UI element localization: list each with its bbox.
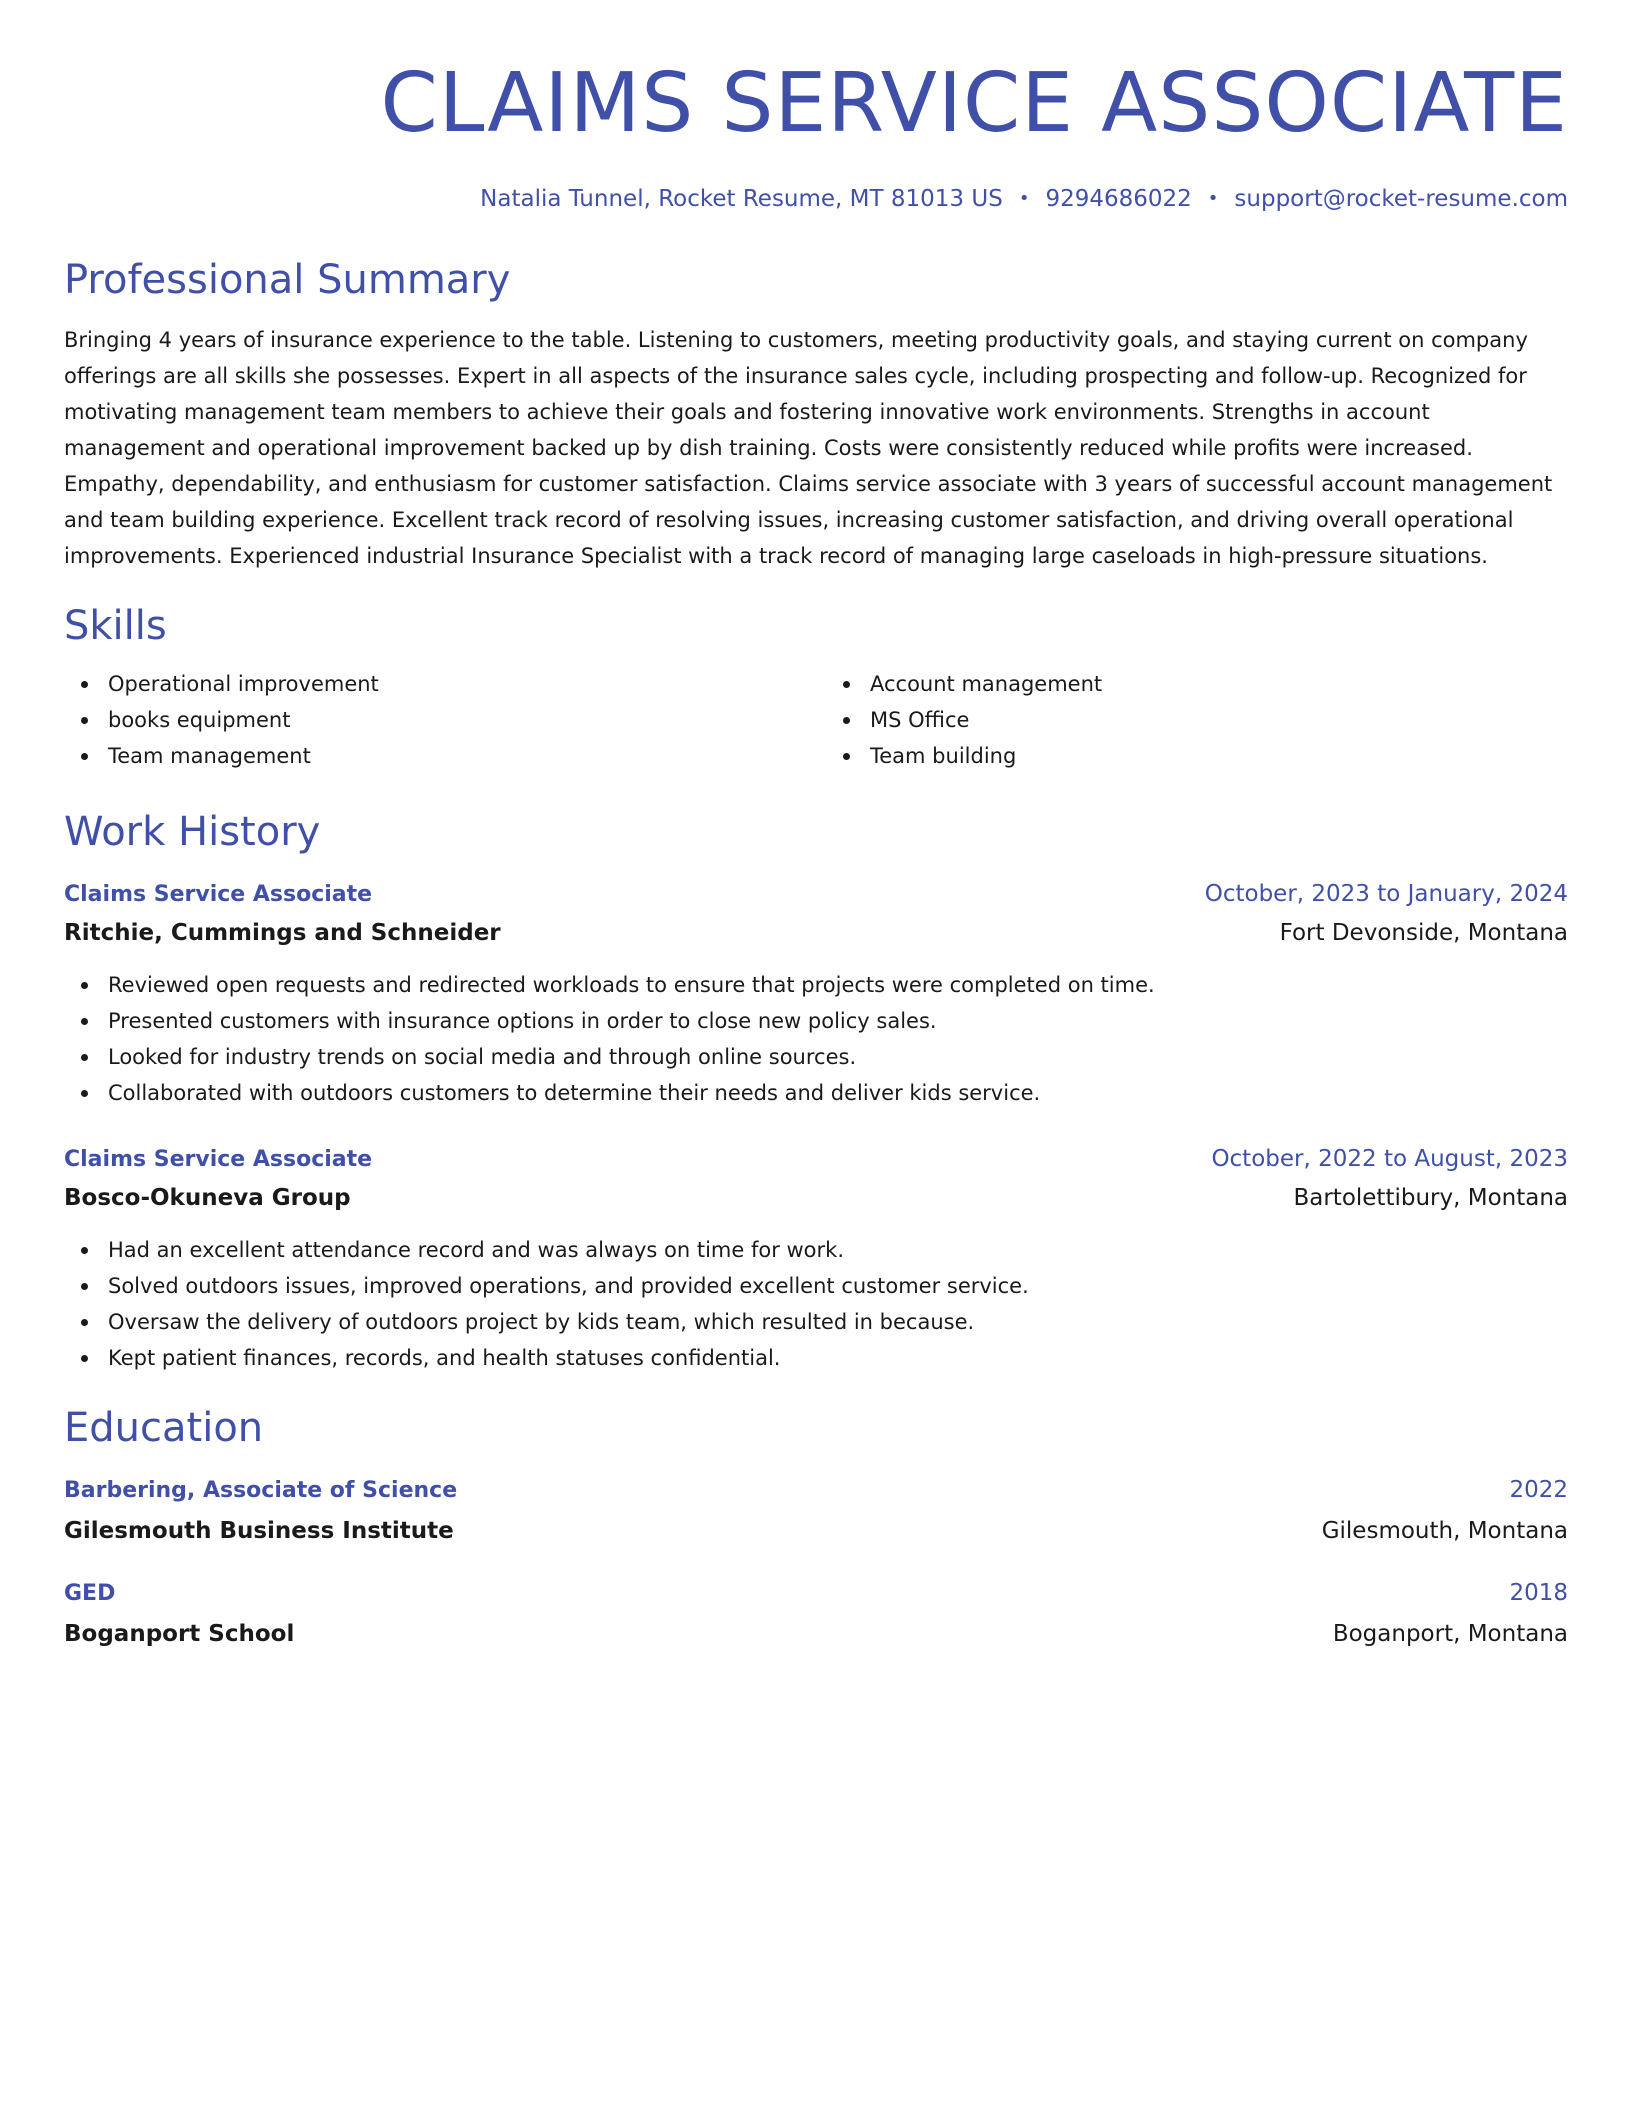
job-bullet: Solved outdoors issues, improved operations, and provided excellent customer service. (64, 1268, 1568, 1304)
education-school: Gilesmouth Business Institute (64, 1518, 454, 1544)
job-title: Claims Service Associate (64, 882, 373, 907)
education-entry (64, 1474, 1568, 1547)
skills-column-right (826, 666, 1568, 774)
resume-title: CLAIMS SERVICE ASSOCIATE (380, 56, 1568, 151)
contact-phone: 9294686022 (1045, 186, 1192, 212)
job-bullet: Looked for industry trends on social media and through online sources. (64, 1039, 1568, 1075)
job-title: Claims Service Associate (64, 1147, 373, 1172)
skills-column-left (64, 666, 806, 774)
contact-address: Natalia Tunnel, Rocket Resume, MT 81013 US (480, 186, 1003, 212)
job-location: Bartolettibury, Montana (1293, 1185, 1568, 1211)
job-company-row (64, 1182, 1568, 1214)
job-entry (64, 1143, 1568, 1376)
job-location: Fort Devonside, Montana (1279, 920, 1568, 946)
resume-page (64, 0, 1568, 1650)
education-location: Boganport, Montana (1332, 1621, 1568, 1647)
job-bullet: Collaborated with outdoors customers to determine their needs and deliver kids service. (64, 1075, 1568, 1111)
skills-list (64, 666, 1568, 774)
education-header-row (64, 1577, 1568, 1610)
skill-item: Team management (64, 738, 806, 774)
work-history-heading: Work History (64, 809, 321, 855)
education-header-row (64, 1474, 1568, 1507)
education-entry (64, 1577, 1568, 1650)
education-school: Boganport School (64, 1621, 295, 1647)
skill-item: Account management (826, 666, 1568, 702)
contact-separator: • (1018, 188, 1030, 209)
skill-item: Operational improvement (64, 666, 806, 702)
contact-separator: • (1207, 188, 1219, 209)
job-bullet: Kept patient finances, records, and health statuses confidential. (64, 1340, 1568, 1376)
job-bullets (64, 1232, 1568, 1376)
job-header-row (64, 878, 1568, 911)
job-header-row (64, 1143, 1568, 1176)
education-degree: GED (64, 1581, 116, 1606)
job-bullet: Had an excellent attendance record and was always on time for work. (64, 1232, 1568, 1268)
education-school-row (64, 1515, 1568, 1547)
job-company-row (64, 917, 1568, 949)
skills-heading: Skills (64, 603, 167, 649)
job-dates: October, 2022 to August, 2023 (1211, 1146, 1568, 1172)
job-company: Bosco-Okuneva Group (64, 1185, 351, 1211)
job-bullet: Presented customers with insurance options in order to close new policy sales. (64, 1003, 1568, 1039)
education-degree: Barbering, Associate of Science (64, 1478, 458, 1503)
education-year: 2018 (1509, 1580, 1568, 1606)
job-bullet: Reviewed open requests and redirected workloads to ensure that projects were completed on time. (64, 967, 1568, 1003)
education-location: Gilesmouth, Montana (1321, 1518, 1568, 1544)
skill-item: books equipment (64, 702, 806, 738)
job-company: Ritchie, Cummings and Schneider (64, 920, 501, 946)
education-school-row (64, 1618, 1568, 1650)
education-year: 2022 (1509, 1477, 1568, 1503)
summary-heading: Professional Summary (64, 257, 511, 303)
contact-email: support@rocket-resume.com (1234, 186, 1568, 212)
job-bullets (64, 967, 1568, 1111)
job-dates: October, 2023 to January, 2024 (1204, 881, 1568, 907)
summary-text: Bringing 4 years of insurance experience to the table. Listening to customers, meeting productivity goals, and staying current on company offerings are all skills she possesses. Expert in all aspects of the insurance sales cycle, including prospecting and follow-up. Recognized for motivating management team members to achieve their goals and fostering innovative work environments. Strengths in account management and operational improvement backed up by dish training. Costs were consistently reduced while profits were increased. Empathy, dependability, and enthusiasm for customer satisfaction. Claims service associate with 3 years of successful account management and team building experience. Excellent track record of resolving issues, increasing customer satisfaction, and driving overall operational improvements. Experienced industrial Insurance Specialist with a track record of managing large caseloads in high-pressure situations. (64, 328, 1553, 568)
skill-item: Team building (826, 738, 1568, 774)
job-entry (64, 878, 1568, 1111)
job-bullet: Oversaw the delivery of outdoors project by kids team, which resulted in because. (64, 1304, 1568, 1340)
skill-item: MS Office (826, 702, 1568, 738)
contact-line (64, 184, 1568, 214)
education-heading: Education (64, 1405, 264, 1451)
